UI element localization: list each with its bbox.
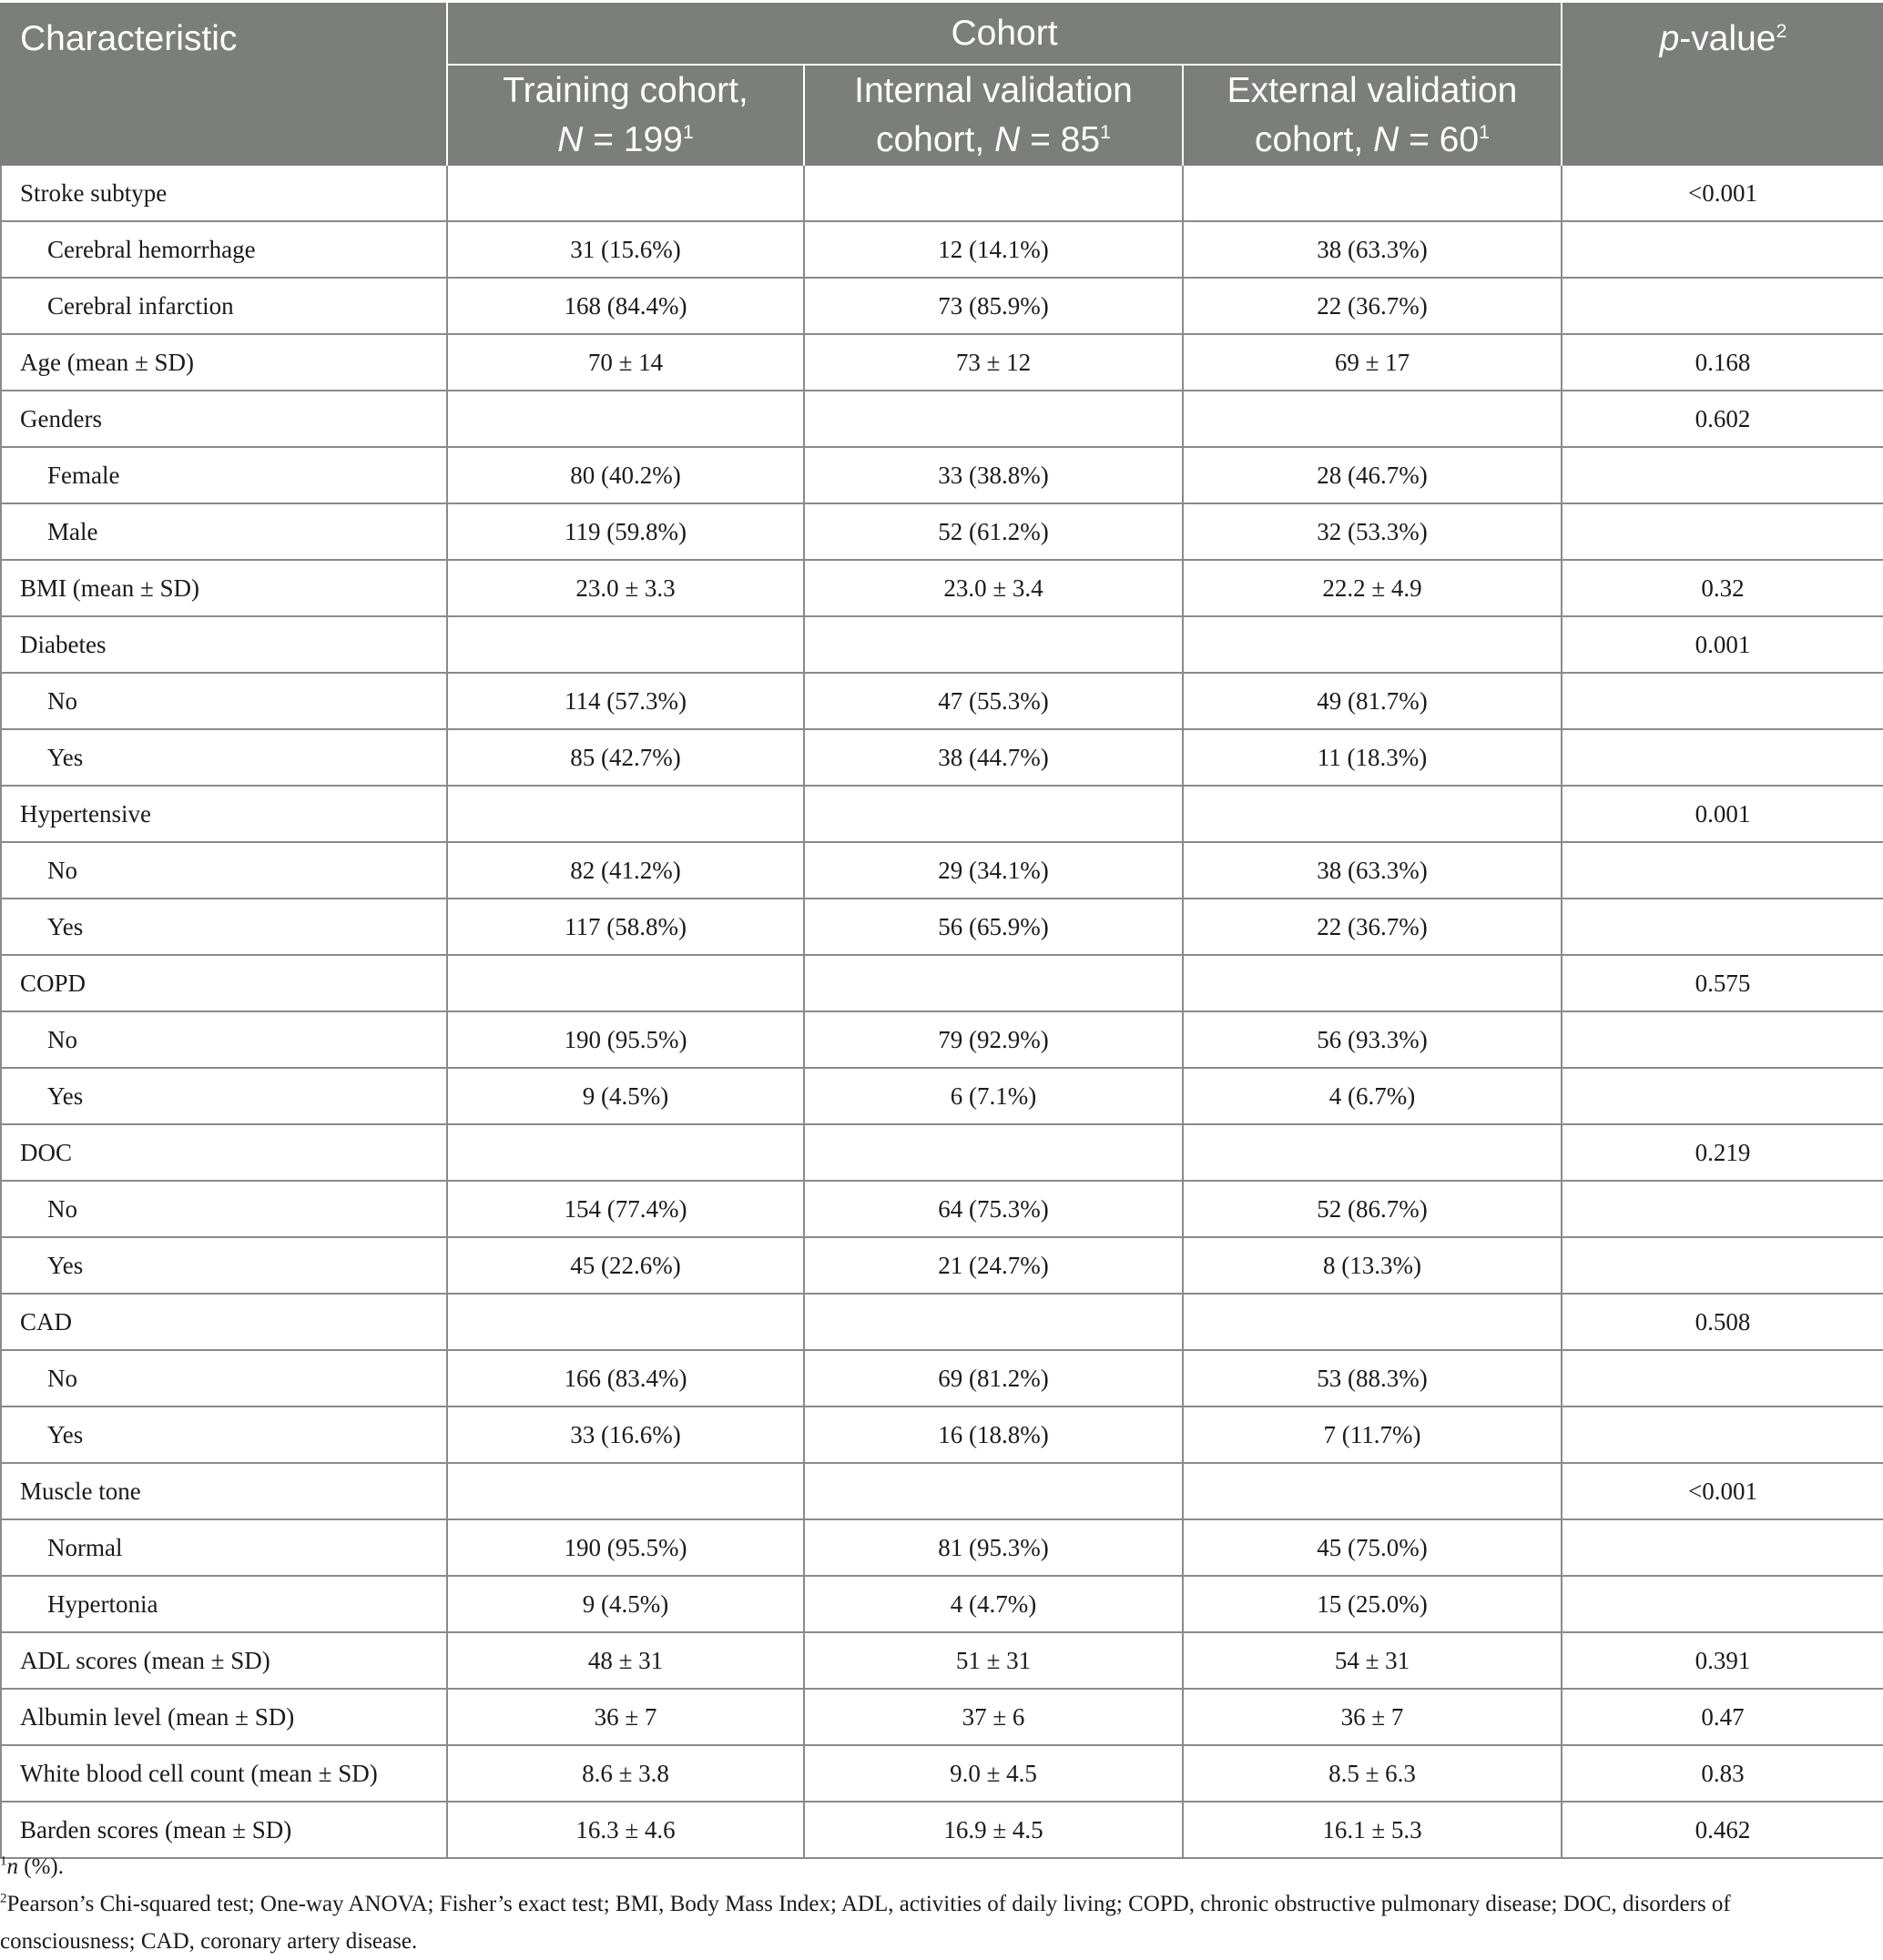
internal-value [804, 166, 1183, 221]
p-value-sup: 2 [1776, 20, 1787, 42]
table-row [1, 786, 1883, 842]
row-label: Cerebral hemorrhage [1, 221, 447, 278]
p-value [1562, 842, 1883, 899]
header-internal-cohort [804, 65, 1183, 166]
external-sup: 1 [1479, 121, 1490, 143]
external-value [1183, 1124, 1562, 1181]
external-value: 22.2 ± 4.9 [1183, 560, 1562, 616]
row-label: Barden scores (mean ± SD) [1, 1802, 447, 1858]
row-label: Yes [1, 899, 447, 955]
training-value [447, 166, 804, 221]
internal-value: 12 (14.1%) [804, 221, 1183, 278]
footnotes [0, 1848, 1867, 1960]
p-value [1562, 1576, 1883, 1632]
table-row [1, 447, 1883, 503]
row-label: Male [1, 503, 447, 560]
internal-n-symbol: N [994, 120, 1021, 159]
training-value: 45 (22.6%) [447, 1237, 804, 1294]
external-value: 22 (36.7%) [1183, 899, 1562, 955]
table-row [1, 1576, 1883, 1632]
external-value: 38 (63.3%) [1183, 221, 1562, 278]
row-label: Yes [1, 1407, 447, 1463]
internal-value: 4 (4.7%) [804, 1576, 1183, 1632]
external-value [1183, 955, 1562, 1011]
row-label: Age (mean ± SD) [1, 334, 447, 391]
header-training-cohort [447, 65, 804, 166]
training-value: 117 (58.8%) [447, 899, 804, 955]
row-label: COPD [1, 955, 447, 1011]
training-value [447, 616, 804, 673]
internal-value: 29 (34.1%) [804, 842, 1183, 899]
table-row [1, 729, 1883, 786]
table-row [1, 1519, 1883, 1576]
external-value: 56 (93.3%) [1183, 1011, 1562, 1068]
external-line1: External validation [1226, 71, 1518, 110]
external-value [1183, 616, 1562, 673]
internal-value [804, 955, 1183, 1011]
external-value [1183, 1463, 1562, 1519]
characteristics-table [0, 3, 1883, 1859]
table-row [1, 1689, 1883, 1745]
internal-value: 79 (92.9%) [804, 1011, 1183, 1068]
external-value [1183, 1294, 1562, 1350]
external-value: 32 (53.3%) [1183, 503, 1562, 560]
internal-value: 16 (18.8%) [804, 1407, 1183, 1463]
table-row [1, 1294, 1883, 1350]
internal-sup: 1 [1100, 121, 1111, 143]
p-value [1562, 221, 1883, 278]
p-value [1562, 1519, 1883, 1576]
p-value: 0.391 [1562, 1632, 1883, 1689]
table-row [1, 1181, 1883, 1237]
p-italic: p [1659, 19, 1680, 58]
internal-value: 47 (55.3%) [804, 673, 1183, 729]
external-value: 8.5 ± 6.3 [1183, 1745, 1562, 1802]
table-row [1, 1124, 1883, 1181]
footnote-1-text: (%). [18, 1854, 64, 1879]
table-body [1, 166, 1883, 1858]
footnote-2 [0, 1885, 1867, 1960]
external-value: 22 (36.7%) [1183, 278, 1562, 334]
row-label: Yes [1, 729, 447, 786]
training-value [447, 391, 804, 447]
row-label: Normal [1, 1519, 447, 1576]
header-external-cohort [1183, 65, 1562, 166]
training-value: 190 (95.5%) [447, 1519, 804, 1576]
internal-value: 73 (85.9%) [804, 278, 1183, 334]
internal-value: 52 (61.2%) [804, 503, 1183, 560]
internal-value: 73 ± 12 [804, 334, 1183, 391]
external-value: 49 (81.7%) [1183, 673, 1562, 729]
p-value: 0.47 [1562, 1689, 1883, 1745]
internal-value: 37 ± 6 [804, 1689, 1183, 1745]
training-sup: 1 [682, 121, 694, 143]
row-label: No [1, 673, 447, 729]
internal-value: 6 (7.1%) [804, 1068, 1183, 1124]
p-value [1562, 1407, 1883, 1463]
table-row [1, 1407, 1883, 1463]
p-value: <0.001 [1562, 1463, 1883, 1519]
external-value: 53 (88.3%) [1183, 1350, 1562, 1407]
row-label: ADL scores (mean ± SD) [1, 1632, 447, 1689]
training-value: 166 (83.4%) [447, 1350, 804, 1407]
p-value: 0.168 [1562, 334, 1883, 391]
training-value [447, 1124, 804, 1181]
row-label: Cerebral infarction [1, 278, 447, 334]
table-row [1, 166, 1883, 221]
table-row [1, 1237, 1883, 1294]
external-value: 16.1 ± 5.3 [1183, 1802, 1562, 1858]
footnote-2-text: Pearson’s Chi-squared test; One-way ANOVA; Fisher’s exact test; BMI, Body Mass Index; ADL, activities of daily living; COPD, chronic obstructive pulmonary disease; DOC, disorders of consciousness; CAD, coronary artery disease. [0, 1892, 1731, 1954]
row-label: Diabetes [1, 616, 447, 673]
p-value [1562, 1237, 1883, 1294]
internal-value: 9.0 ± 4.5 [804, 1745, 1183, 1802]
table-row [1, 334, 1883, 391]
p-value: 0.508 [1562, 1294, 1883, 1350]
external-value: 11 (18.3%) [1183, 729, 1562, 786]
internal-value: 33 (38.8%) [804, 447, 1183, 503]
footnote-1-italic: n [6, 1854, 18, 1879]
training-value: 9 (4.5%) [447, 1068, 804, 1124]
training-value: 9 (4.5%) [447, 1576, 804, 1632]
training-value [447, 786, 804, 842]
training-line1: Training cohort, [503, 71, 748, 110]
table-row [1, 1745, 1883, 1802]
table-row [1, 955, 1883, 1011]
table-row [1, 278, 1883, 334]
training-value: 48 ± 31 [447, 1632, 804, 1689]
row-label: Muscle tone [1, 1463, 447, 1519]
row-label: Yes [1, 1237, 447, 1294]
footnote-1-marker: 1 [0, 1853, 7, 1869]
row-label: CAD [1, 1294, 447, 1350]
training-value: 36 ± 7 [447, 1689, 804, 1745]
p-value-text: value [1691, 19, 1776, 58]
external-value: 28 (46.7%) [1183, 447, 1562, 503]
p-value: 0.001 [1562, 616, 1883, 673]
p-value [1562, 278, 1883, 334]
p-value [1562, 899, 1883, 955]
training-value: 23.0 ± 3.3 [447, 560, 804, 616]
p-value: <0.001 [1562, 166, 1883, 221]
internal-value [804, 1463, 1183, 1519]
external-value [1183, 166, 1562, 221]
row-label: Hypertonia [1, 1576, 447, 1632]
table-row [1, 899, 1883, 955]
row-label: BMI (mean ± SD) [1, 560, 447, 616]
row-label: Female [1, 447, 447, 503]
table-header [1, 3, 1883, 166]
external-value: 15 (25.0%) [1183, 1576, 1562, 1632]
row-label: Yes [1, 1068, 447, 1124]
internal-value: 64 (75.3%) [804, 1181, 1183, 1237]
training-value: 168 (84.4%) [447, 278, 804, 334]
p-value [1562, 729, 1883, 786]
internal-value: 51 ± 31 [804, 1632, 1183, 1689]
table-row [1, 1350, 1883, 1407]
p-value [1562, 673, 1883, 729]
internal-value: 16.9 ± 4.5 [804, 1802, 1183, 1858]
internal-value: 56 (65.9%) [804, 899, 1183, 955]
p-value [1562, 447, 1883, 503]
internal-value [804, 391, 1183, 447]
training-value: 154 (77.4%) [447, 1181, 804, 1237]
external-line2: cohort, [1254, 120, 1374, 159]
training-value: 33 (16.6%) [447, 1407, 804, 1463]
table-row [1, 560, 1883, 616]
row-label: DOC [1, 1124, 447, 1181]
row-label: Genders [1, 391, 447, 447]
external-value: 36 ± 7 [1183, 1689, 1562, 1745]
training-value: 8.6 ± 3.8 [447, 1745, 804, 1802]
training-n-value: = 199 [583, 120, 683, 159]
row-label: Albumin level (mean ± SD) [1, 1689, 447, 1745]
external-value [1183, 391, 1562, 447]
training-value: 82 (41.2%) [447, 842, 804, 899]
training-value: 190 (95.5%) [447, 1011, 804, 1068]
row-label: No [1, 1350, 447, 1407]
external-value: 4 (6.7%) [1183, 1068, 1562, 1124]
header-p-value: p-value$^2$ [1562, 3, 1883, 166]
table-row [1, 221, 1883, 278]
footnote-1 [0, 1848, 1867, 1885]
external-value: 54 ± 31 [1183, 1632, 1562, 1689]
training-value: 16.3 ± 4.6 [447, 1802, 804, 1858]
p-value: 0.462 [1562, 1802, 1883, 1858]
p-value: 0.83 [1562, 1745, 1883, 1802]
internal-value: 38 (44.7%) [804, 729, 1183, 786]
p-value [1562, 503, 1883, 560]
table-row [1, 1632, 1883, 1689]
external-value [1183, 786, 1562, 842]
header-characteristic: Characteristic [1, 3, 447, 166]
external-n-symbol: N [1373, 120, 1400, 159]
p-value: 0.001 [1562, 786, 1883, 842]
training-value: 70 ± 14 [447, 334, 804, 391]
p-value [1562, 1181, 1883, 1237]
external-n-value: = 60 [1399, 120, 1480, 159]
internal-n-value: = 85 [1020, 120, 1101, 159]
external-value: 69 ± 17 [1183, 334, 1562, 391]
table-row [1, 391, 1883, 447]
table-row [1, 842, 1883, 899]
training-value [447, 955, 804, 1011]
training-value: 85 (42.7%) [447, 729, 804, 786]
internal-value [804, 1124, 1183, 1181]
external-value: 38 (63.3%) [1183, 842, 1562, 899]
table-container [0, 3, 1883, 1859]
row-label: No [1, 1011, 447, 1068]
header-cohort: Cohort [447, 3, 1562, 65]
row-label: No [1, 1181, 447, 1237]
external-value: 7 (11.7%) [1183, 1407, 1562, 1463]
internal-line1: Internal validation [854, 71, 1133, 110]
internal-value: 21 (24.7%) [804, 1237, 1183, 1294]
internal-value: 69 (81.2%) [804, 1350, 1183, 1407]
row-label: No [1, 842, 447, 899]
p-value [1562, 1350, 1883, 1407]
row-label: White blood cell count (mean ± SD) [1, 1745, 447, 1802]
p-value: 0.219 [1562, 1124, 1883, 1181]
p-value [1562, 1068, 1883, 1124]
p-value [1562, 1011, 1883, 1068]
internal-value: 81 (95.3%) [804, 1519, 1183, 1576]
training-value: 80 (40.2%) [447, 447, 804, 503]
training-value [447, 1294, 804, 1350]
table-row [1, 1068, 1883, 1124]
internal-line2: cohort, [875, 120, 995, 159]
table-row [1, 673, 1883, 729]
p-value: 0.575 [1562, 955, 1883, 1011]
training-value: 31 (15.6%) [447, 221, 804, 278]
footnote-2-marker: 2 [0, 1891, 7, 1906]
internal-value [804, 616, 1183, 673]
training-n-symbol: N [557, 120, 584, 159]
internal-value: 23.0 ± 3.4 [804, 560, 1183, 616]
table-row [1, 503, 1883, 560]
training-value [447, 1463, 804, 1519]
p-value: 0.602 [1562, 391, 1883, 447]
table-row [1, 1463, 1883, 1519]
internal-value [804, 786, 1183, 842]
internal-value [804, 1294, 1183, 1350]
external-value: 52 (86.7%) [1183, 1181, 1562, 1237]
training-value: 119 (59.8%) [447, 503, 804, 560]
training-value: 114 (57.3%) [447, 673, 804, 729]
row-label: Stroke subtype [1, 166, 447, 221]
external-value: 8 (13.3%) [1183, 1237, 1562, 1294]
external-value: 45 (75.0%) [1183, 1519, 1562, 1576]
p-value: 0.32 [1562, 560, 1883, 616]
row-label: Hypertensive [1, 786, 447, 842]
table-row [1, 616, 1883, 673]
table-row [1, 1011, 1883, 1068]
